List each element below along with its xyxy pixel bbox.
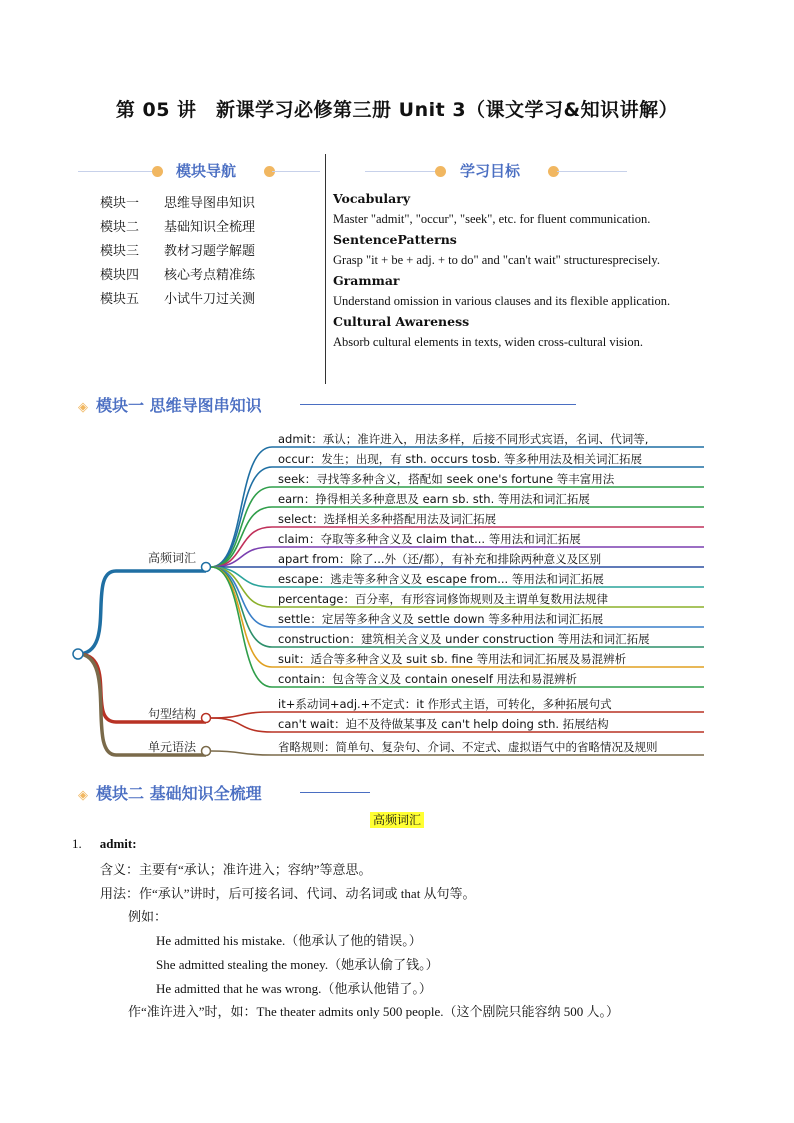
nav-item[interactable] xyxy=(100,264,255,288)
nav-item-label: 核心考点精准练 xyxy=(164,268,256,283)
nav-item-num: 模块一 xyxy=(100,196,140,211)
branch-label: 高频词汇 xyxy=(148,551,197,565)
highlight-label: 高频词汇 xyxy=(0,811,794,828)
branch-node xyxy=(202,714,211,723)
leaf-text: it+系动词+adj.+不定式：it 作形式主语，可转化，多种拓展句式 xyxy=(278,697,612,711)
nav-item[interactable] xyxy=(100,240,255,264)
section-title: 模块二 基础知识全梳理 xyxy=(96,784,262,803)
goal-title: Grammar xyxy=(333,273,400,288)
leaf-text: select：选择相关多种搭配用法及词汇拓展 xyxy=(278,512,497,526)
nav-item-num: 模块四 xyxy=(100,268,140,283)
usage-text: 作“承认”讲时，后可接名词、代词、动名词或 that 从句等。 xyxy=(139,886,476,901)
section-heading-2 xyxy=(78,781,262,803)
leaf-text: can't wait：迫不及待做某事及 can't help doing sth. 拓展结构 xyxy=(278,717,609,731)
goal-desc: Grasp "it + be + adj. + to do" and "can't wait" structuresprecisely. xyxy=(333,253,660,267)
example-label: 例如： xyxy=(128,909,168,924)
goal-desc: Understand omission in various clauses and its flexible application. xyxy=(333,294,671,308)
entry-head xyxy=(72,836,137,852)
meaning-line xyxy=(100,859,372,878)
leaf-text: admit：承认；准许进入，用法多样，后接不同形式宾语，名词、代词等, xyxy=(278,432,649,446)
nav-list xyxy=(100,192,255,312)
root-node xyxy=(73,649,83,659)
nav-item-label: 教材习题学解题 xyxy=(164,244,256,259)
goal-desc: Absorb cultural elements in texts, widen cross-cultural vision. xyxy=(333,335,644,349)
leaf-text: construction：建筑相关含义及 under construction 等用法和词汇拓展 xyxy=(278,632,650,646)
nav-item-num: 模块三 xyxy=(100,244,140,259)
page-title: 第 05 讲 新课学习必修第三册 Unit 3（课文学习&知识讲解） xyxy=(115,99,679,121)
usage2-line: 作“准许进入”时，如：The theater admits only 500 people.（这个剧院只能容纳 500 人。） xyxy=(128,1004,620,1019)
leaf-text: apart from：除了...外（还/都），有补充和排除两种意义及区别 xyxy=(278,552,602,566)
header-line xyxy=(365,171,440,172)
diamond-icon: ◈ xyxy=(78,788,88,803)
example-sentence: She admitted stealing the money.（她承认偷了钱。） xyxy=(156,957,439,972)
nav-header xyxy=(60,160,320,182)
usage-line xyxy=(100,883,476,902)
section-heading-1 xyxy=(78,393,262,415)
nav-item[interactable] xyxy=(100,216,255,240)
goal-title: Cultural Awareness xyxy=(333,314,470,329)
leaf-text: occur：发生；出现，有 sth. occurs tosb. 等多种用法及相关词汇拓展 xyxy=(278,452,642,466)
example-sentence: He admitted that he was wrong.（他承认他错了。） xyxy=(156,981,432,996)
dot-icon xyxy=(152,166,163,177)
entry-colon: : xyxy=(132,836,137,851)
dot-icon xyxy=(435,166,446,177)
branch-node xyxy=(202,747,211,756)
header-line xyxy=(557,171,627,172)
column-divider xyxy=(325,154,326,384)
header-line xyxy=(78,171,158,172)
usage-label: 用法： xyxy=(100,886,140,901)
leaf-text: suit：适合等多种含义及 suit sb. fine 等用法和词汇拓展及易混辨析 xyxy=(278,652,627,666)
leaf-text: contain：包含等含义及 contain oneself 用法和易混辨析 xyxy=(278,672,578,686)
section-line xyxy=(300,792,370,793)
meaning-text: 主要有“承认；准许进入；容纳”等意思。 xyxy=(139,862,372,877)
leaf-text: escape：逃走等多种含义及 escape from... 等用法和词汇拓展 xyxy=(278,572,604,586)
branch-label: 单元语法 xyxy=(148,740,197,754)
goal-title: Vocabulary xyxy=(333,191,411,206)
section-line xyxy=(300,404,576,405)
branch-node xyxy=(202,563,211,572)
nav-header-label: 模块导航 xyxy=(176,162,237,180)
nav-item-num: 模块二 xyxy=(100,220,140,235)
leaf-text: earn：挣得相关多种意思及 earn sb. sth. 等用法和词汇拓展 xyxy=(278,492,590,506)
entry-number: 1. xyxy=(72,836,82,851)
nav-item[interactable] xyxy=(100,288,255,312)
branch-label: 句型结构 xyxy=(148,707,197,721)
learning-goals xyxy=(333,188,773,352)
leaf-text: seek：寻找等多种含义，搭配如 seek one's fortune 等丰富用法 xyxy=(278,472,615,486)
entry-word: admit xyxy=(99,836,133,851)
goal-title: SentencePatterns xyxy=(333,232,457,247)
nav-item[interactable] xyxy=(100,192,255,216)
nav-item-num: 模块五 xyxy=(100,292,140,307)
leaf-text: claim：夺取等多种含义及 claim that... 等用法和词汇拓展 xyxy=(278,532,581,546)
leaf-text: settle：定居等多种含义及 settle down 等多种用法和词汇拓展 xyxy=(278,612,604,626)
branch-curve xyxy=(78,571,206,654)
header-line xyxy=(272,171,320,172)
nav-item-label: 基础知识全梳理 xyxy=(164,220,256,235)
leaf-text: 省略规则：简单句、复杂句、介词、不定式、虚拟语气中的省略情况及规则 xyxy=(278,740,658,754)
nav-item-label: 思维导图串知识 xyxy=(164,196,256,211)
nav-item-label: 小试牛刀过关测 xyxy=(164,292,256,307)
goal-header xyxy=(345,160,635,182)
example-sentence: He admitted his mistake.（他承认了他的错误。） xyxy=(156,933,422,948)
section-title: 模块一 思维导图串知识 xyxy=(96,396,262,415)
leaf-text: percentage：百分率，有形容词修饰规则及主谓单复数用法规律 xyxy=(278,592,608,606)
meaning-label: 含义： xyxy=(100,862,140,877)
goal-header-label: 学习目标 xyxy=(460,162,521,180)
goal-desc: Master "admit", "occur", "seek", etc. for fluent communication. xyxy=(333,212,651,226)
diamond-icon: ◈ xyxy=(78,400,88,415)
mind-map xyxy=(0,420,794,765)
